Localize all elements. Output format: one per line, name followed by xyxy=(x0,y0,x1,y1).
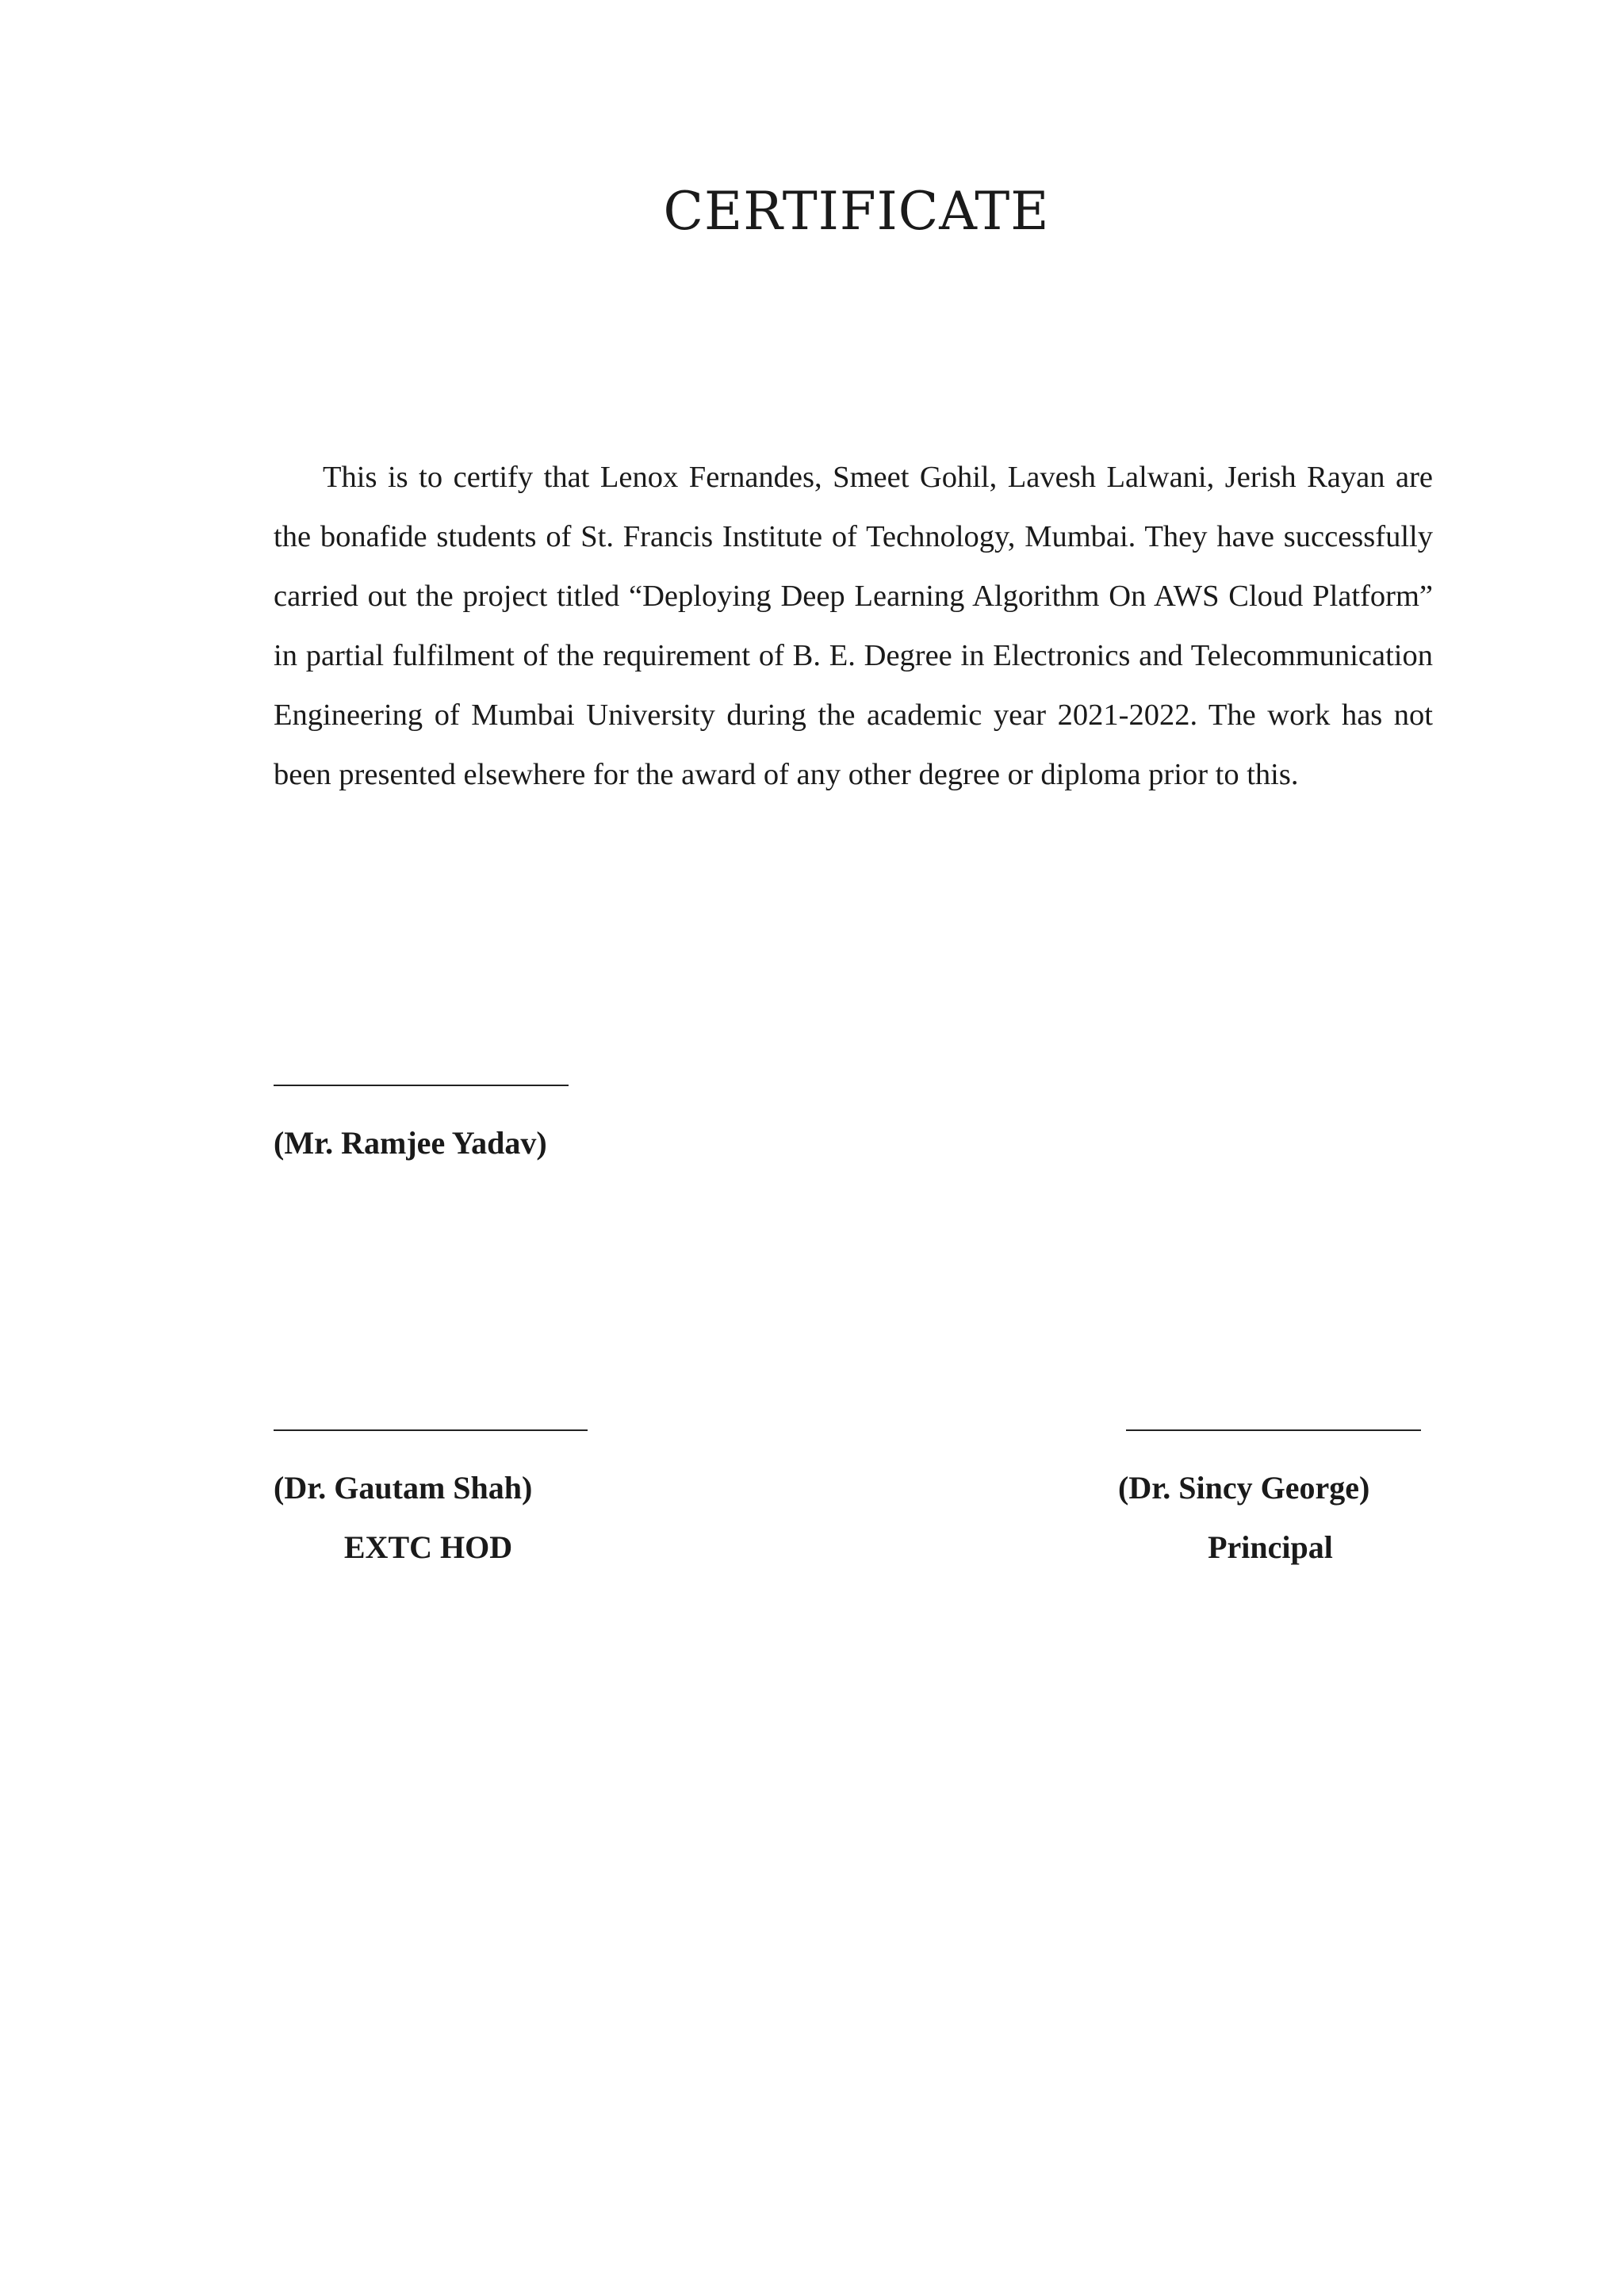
principal-role: Principal xyxy=(1208,1529,1333,1565)
principal-signature-line xyxy=(1126,1429,1421,1431)
hod-role: EXTC HOD xyxy=(343,1529,513,1565)
certificate-body: This is to certify that Lenox Fernandes, Smeet Gohil, Lavesh Lalwani, Jerish Rayan are the bonafide students of St. Francis Institute of Technology, Mumbai. They have successfully carried out the project titled “Deploying Deep Learning Algorithm On AWS Cloud Platform” in partial fulfilment of the requirement of B. E. Degree in Electronics and Telecommunication Engineering of Mumbai University during the academic year 2021-2022. The work has not been presented elsewhere for the award of any other degree or diploma prior to this. xyxy=(274,461,1433,791)
guide-name: (Mr. Ramjee Yadav) xyxy=(274,1125,547,1161)
hod-name: (Dr. Gautam Shah) xyxy=(274,1470,533,1506)
guide-signature-line xyxy=(274,1085,569,1086)
page-title: CERTIFICATE xyxy=(663,181,1050,242)
principal-name: (Dr. Sincy George) xyxy=(1118,1470,1370,1506)
hod-signature-line xyxy=(274,1429,588,1431)
